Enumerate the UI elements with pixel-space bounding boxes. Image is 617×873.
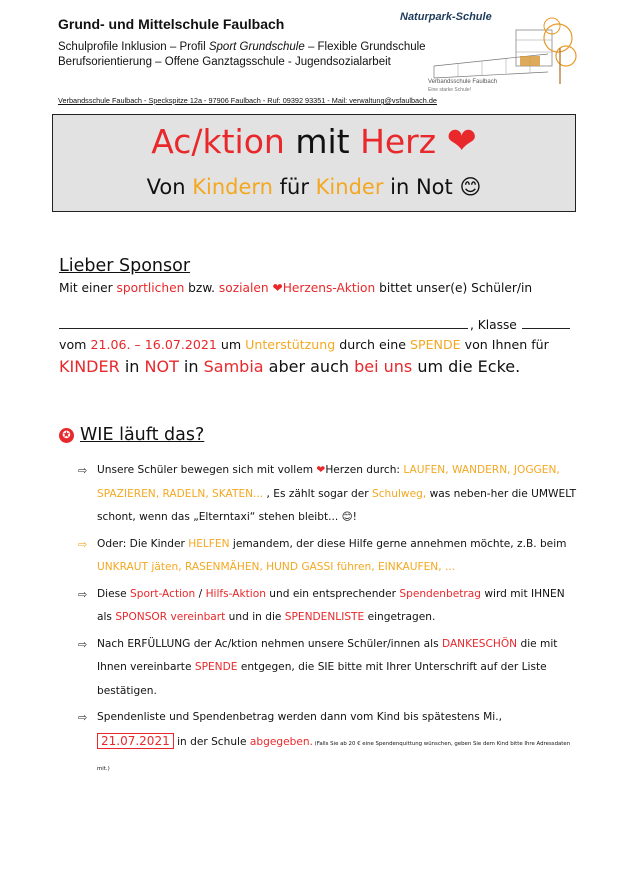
- period-c: um: [216, 337, 246, 352]
- how-heading: [59, 425, 204, 445]
- heart-icon: ❤: [446, 121, 477, 162]
- star-circle-icon: ✪: [59, 428, 74, 443]
- logo-caption1: Verbandsschule Faulbach: [428, 79, 498, 85]
- step4-spende: SPENDE: [194, 661, 238, 673]
- arrow-right-icon: ⇨: [78, 464, 88, 477]
- steps-list: [78, 459, 578, 785]
- heart-icon: ❤: [272, 281, 283, 295]
- ben-aber: aber auch: [263, 357, 355, 376]
- smiley-icon: 😊: [459, 175, 482, 199]
- profile-line1-em: Sport Grundschule: [208, 41, 305, 53]
- period-g: von Ihnen für: [460, 337, 549, 352]
- period-dates: 21.06. – 16.07.2021: [90, 337, 217, 352]
- receipt-note: (Falls Sie ab 20 € eine Spendenquittung wünschen, geben Sie dem Kind bitte Ihre Adressdaten mit.): [97, 740, 571, 772]
- logo-brand: Naturpark-Schule: [400, 11, 492, 23]
- step3-sponsor: SPONSOR vereinbart: [115, 611, 226, 623]
- step2-helfen: HELFEN: [188, 537, 230, 550]
- ben-in: in: [119, 357, 145, 376]
- profile-line1-a: Schulprofile Inklusion – Profil: [58, 41, 209, 53]
- period-spende: SPENDE: [410, 337, 461, 352]
- step5-b: in der Schule: [173, 735, 250, 748]
- step3-spendenbetrag: Spendenbetrag: [399, 587, 481, 600]
- step2-a: Oder: Die Kinder: [97, 537, 189, 550]
- klasse-label: , Klasse: [470, 318, 517, 332]
- ben-in2: in: [178, 357, 204, 376]
- step3-k: eingetragen.: [364, 611, 436, 623]
- step3-c: /: [195, 587, 206, 600]
- period-a: vom: [59, 337, 91, 352]
- ben-bei-uns: bei uns: [354, 357, 413, 376]
- step3-a: Diese: [97, 587, 131, 600]
- step3-sport-action: Sport-Action: [130, 587, 196, 600]
- ben-end: um die Ecke.: [412, 357, 521, 376]
- logo-caption2: Eine starke Schule!: [428, 87, 472, 93]
- sub-fuer: für: [272, 175, 316, 199]
- step-item: [78, 459, 578, 530]
- arrow-right-icon: ⇨: [78, 637, 88, 651]
- title-mit: mit: [284, 122, 361, 161]
- student-name-field[interactable]: [59, 328, 468, 329]
- step3-spendenliste: SPENDENLISTE: [284, 611, 365, 623]
- step4-a: Nach ERFÜLLUNG der Ac/ktion nehmen unsere Schüler/innen als: [97, 637, 442, 650]
- school-logo: [398, 8, 578, 98]
- title-action: Ac/ktion: [151, 122, 285, 161]
- step1-activities: LAUFEN, WANDERN, JOGGEN, SPAZIEREN, RADELN, SKATEN...: [97, 464, 560, 500]
- arrow-right-icon: ⇨: [78, 537, 88, 551]
- intro-a: Mit einer: [59, 281, 117, 295]
- sub-in-not: in Not: [383, 175, 460, 199]
- klasse-field: [470, 318, 570, 332]
- step-item: [78, 633, 578, 704]
- banner-subtitle: [53, 175, 575, 199]
- intro-sportlichen: sportlichen: [116, 281, 185, 295]
- step4-c: die mit Ihnen vereinbarte: [97, 637, 558, 673]
- ben-sambia: Sambia: [203, 357, 264, 376]
- intro-herzens-aktion: Herzens-Aktion: [282, 281, 376, 295]
- smiley-icon: 😊: [341, 511, 353, 523]
- intro-sozialen: sozialen: [218, 281, 273, 295]
- step-item: [78, 583, 578, 630]
- sub-von: Von: [146, 175, 193, 199]
- greeting: Lieber Sponsor: [59, 256, 191, 276]
- school-profile: [58, 40, 438, 70]
- arrow-right-icon: ⇨: [78, 587, 88, 601]
- heart-icon: ❤: [316, 464, 326, 476]
- school-name: Grund- und Mittelschule Faulbach: [58, 16, 285, 32]
- profile-line2: Berufsorientierung – Offene Ganztagsschule - Jugendsozialarbeit: [58, 56, 391, 68]
- ben-kinder: KINDER: [59, 357, 120, 376]
- step3-g: wird mit IHNEN als: [97, 587, 565, 623]
- step3-i: und in die: [225, 611, 285, 623]
- period-e: durch eine: [335, 337, 411, 352]
- title-banner: [52, 114, 576, 212]
- sub-kinder: Kinder: [315, 175, 384, 199]
- title-herz: Herz: [360, 122, 437, 161]
- deadline-date: 21.07.2021: [97, 733, 174, 749]
- beneficiary-line: [59, 357, 520, 376]
- step-item: [78, 706, 578, 782]
- step3-e: und ein entsprechender: [265, 587, 400, 600]
- step1-g: !: [352, 511, 357, 523]
- step4-e: entgegen, die SIE bitte mit Ihrer Unterschrift auf der Liste bestätigen.: [97, 661, 547, 697]
- step4-dankeschoen: DANKESCHÖN: [441, 637, 518, 650]
- tree-drawing: [544, 18, 576, 84]
- klasse-input-line[interactable]: [522, 328, 570, 329]
- step1-schulweg: Schulweg,: [372, 487, 427, 500]
- period-unterstuetzung: Unterstützung: [245, 337, 336, 352]
- step2-c: jemandem, der diese Hilfe gerne annehmen möchte, z.B. beim: [229, 537, 567, 550]
- arrow-right-icon: ⇨: [78, 711, 88, 724]
- intro-bzw: bzw.: [184, 281, 219, 295]
- period-line: [59, 337, 549, 352]
- step3-hilfs-aktion: Hilfs-Aktion: [205, 587, 266, 600]
- intro-rest: bittet unser(e) Schüler/in: [375, 281, 533, 295]
- step5-a: Spendenliste und Spendenbetrag werden dann vom Kind bis spätestens Mi.,: [97, 711, 502, 723]
- step1-b: Herzen durch:: [325, 464, 404, 476]
- step1-d: , Es zählt sogar der: [263, 487, 372, 500]
- address-line: Verbandsschule Faulbach - Speckspitze 12a - 97906 Faulbach - Ruf: 09392 93351 - Mail: verwaltung@vsfaulbach.de: [58, 96, 437, 105]
- step2-tasks: UNKRAUT jäten, RASENMÄHEN, HUND GASSI führen, EINKAUFEN, ...: [97, 561, 456, 573]
- profile-line1-b: – Flexible Grundschule: [304, 41, 426, 53]
- step1-a: Unsere Schüler bewegen sich mit vollem: [97, 464, 317, 476]
- ben-not: NOT: [144, 357, 179, 376]
- step-item: [78, 533, 578, 580]
- how-heading-text: WIE läuft das?: [80, 425, 205, 445]
- banner-title: [53, 121, 575, 162]
- intro-line: [59, 281, 532, 295]
- school-building-drawing: [434, 30, 552, 78]
- step5-abgegeben: abgegeben.: [249, 735, 313, 748]
- step1-f: was neben-her die UMWELT schont, wenn das „Elterntaxi“ stehen bleibt...: [97, 487, 577, 523]
- sub-kindern: Kindern: [192, 175, 273, 199]
